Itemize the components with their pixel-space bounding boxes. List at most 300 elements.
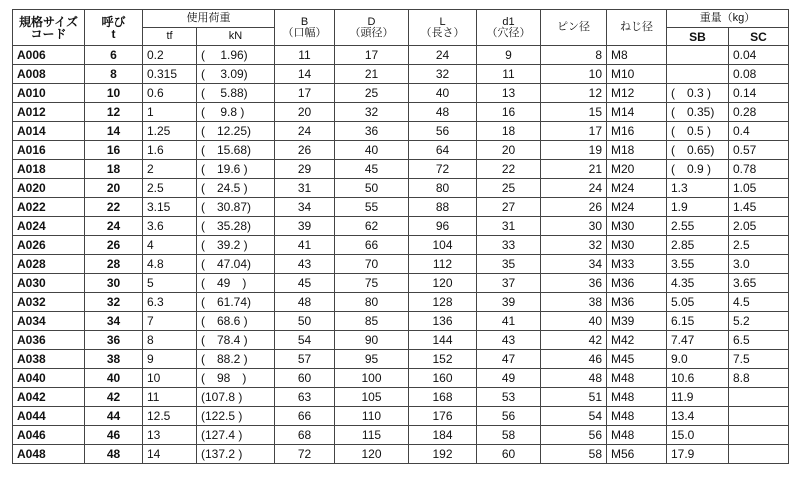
row-d1: 31 <box>477 217 541 236</box>
row-d1: 58 <box>477 426 541 445</box>
row-load-kn: ( 61.74) <box>197 293 275 312</box>
row-load-kn: ( 30.87) <box>197 198 275 217</box>
row-load-tf: 13 <box>143 426 197 445</box>
row-l: 96 <box>409 217 477 236</box>
row-pin: 36 <box>541 274 607 293</box>
table-row <box>13 160 789 179</box>
row-d: 36 <box>335 122 409 141</box>
table-row <box>13 255 789 274</box>
row-screw: M10 <box>607 65 667 84</box>
row-load-kn: ( 98 ) <box>197 369 275 388</box>
row-pin: 8 <box>541 46 607 65</box>
row-d1: 25 <box>477 179 541 198</box>
row-d1: 27 <box>477 198 541 217</box>
row-b: 48 <box>275 293 335 312</box>
row-pin: 54 <box>541 407 607 426</box>
row-b: 34 <box>275 198 335 217</box>
row-l: 72 <box>409 160 477 179</box>
row-l: 64 <box>409 141 477 160</box>
row-d1: 20 <box>477 141 541 160</box>
row-load-kn: ( 5.88) <box>197 84 275 103</box>
row-weight-sc: 8.8 <box>729 369 789 388</box>
row-load-kn: ( 47.04) <box>197 255 275 274</box>
row-weight-sc: 5.2 <box>729 312 789 331</box>
row-screw: M36 <box>607 293 667 312</box>
row-b: 68 <box>275 426 335 445</box>
row-nominal: 8 <box>85 65 143 84</box>
row-d1: 47 <box>477 350 541 369</box>
row-load-tf: 2 <box>143 160 197 179</box>
table-row <box>13 331 789 350</box>
row-weight-sc: 3.0 <box>729 255 789 274</box>
header-weight: 重量（kg） <box>667 10 789 28</box>
row-screw: M56 <box>607 445 667 464</box>
row-code: A024 <box>13 217 85 236</box>
row-b: 39 <box>275 217 335 236</box>
row-weight-sb: 2.55 <box>667 217 729 236</box>
row-l: 112 <box>409 255 477 274</box>
row-load-kn: (122.5 ) <box>197 407 275 426</box>
row-load-tf: 3.15 <box>143 198 197 217</box>
row-code: A030 <box>13 274 85 293</box>
row-l: 152 <box>409 350 477 369</box>
row-d: 90 <box>335 331 409 350</box>
row-load-tf: 1.25 <box>143 122 197 141</box>
row-nominal: 36 <box>85 331 143 350</box>
row-nominal: 20 <box>85 179 143 198</box>
row-l: 144 <box>409 331 477 350</box>
row-weight-sc: 6.5 <box>729 331 789 350</box>
row-screw: M18 <box>607 141 667 160</box>
table-row <box>13 198 789 217</box>
row-pin: 48 <box>541 369 607 388</box>
row-code: A006 <box>13 46 85 65</box>
row-b: 26 <box>275 141 335 160</box>
row-load-tf: 11 <box>143 388 197 407</box>
row-d: 66 <box>335 236 409 255</box>
row-weight-sb: 6.15 <box>667 312 729 331</box>
row-screw: M16 <box>607 122 667 141</box>
row-weight-sb: ( 0.65) <box>667 141 729 160</box>
row-d: 115 <box>335 426 409 445</box>
row-load-tf: 9 <box>143 350 197 369</box>
row-screw: M48 <box>607 388 667 407</box>
row-nominal: 16 <box>85 141 143 160</box>
row-weight-sc <box>729 388 789 407</box>
row-pin: 34 <box>541 255 607 274</box>
row-b: 63 <box>275 388 335 407</box>
row-nominal: 26 <box>85 236 143 255</box>
table-row <box>13 274 789 293</box>
row-b: 41 <box>275 236 335 255</box>
row-screw: M20 <box>607 160 667 179</box>
table-row <box>13 407 789 426</box>
header-weight-sb: SB <box>667 28 729 46</box>
row-d: 40 <box>335 141 409 160</box>
row-d: 80 <box>335 293 409 312</box>
table-row <box>13 217 789 236</box>
table-row <box>13 369 789 388</box>
row-b: 24 <box>275 122 335 141</box>
row-l: 56 <box>409 122 477 141</box>
row-screw: M14 <box>607 103 667 122</box>
table-row <box>13 65 789 84</box>
row-d: 70 <box>335 255 409 274</box>
row-l: 176 <box>409 407 477 426</box>
row-pin: 46 <box>541 350 607 369</box>
row-load-kn: ( 1.96) <box>197 46 275 65</box>
row-load-tf: 0.315 <box>143 65 197 84</box>
row-weight-sc: 0.28 <box>729 103 789 122</box>
row-b: 57 <box>275 350 335 369</box>
row-d: 45 <box>335 160 409 179</box>
row-weight-sb: 17.9 <box>667 445 729 464</box>
row-load-tf: 0.6 <box>143 84 197 103</box>
header-l: L （長さ） <box>409 10 477 46</box>
row-load-kn: (107.8 ) <box>197 388 275 407</box>
row-weight-sc <box>729 426 789 445</box>
row-d: 55 <box>335 198 409 217</box>
row-weight-sc <box>729 407 789 426</box>
row-nominal: 10 <box>85 84 143 103</box>
row-load-tf: 8 <box>143 331 197 350</box>
row-d1: 22 <box>477 160 541 179</box>
row-weight-sc: 0.78 <box>729 160 789 179</box>
row-code: A042 <box>13 388 85 407</box>
row-d: 120 <box>335 445 409 464</box>
row-pin: 17 <box>541 122 607 141</box>
row-weight-sb: 15.0 <box>667 426 729 445</box>
row-l: 32 <box>409 65 477 84</box>
row-d: 62 <box>335 217 409 236</box>
row-load-tf: 2.5 <box>143 179 197 198</box>
row-screw: M45 <box>607 350 667 369</box>
row-load-kn: (137.2 ) <box>197 445 275 464</box>
row-weight-sb: 10.6 <box>667 369 729 388</box>
row-load-kn: ( 78.4 ) <box>197 331 275 350</box>
row-screw: M42 <box>607 331 667 350</box>
row-load-kn: ( 15.68) <box>197 141 275 160</box>
row-nominal: 12 <box>85 103 143 122</box>
row-load-tf: 12.5 <box>143 407 197 426</box>
row-weight-sc: 1.45 <box>729 198 789 217</box>
row-code: A044 <box>13 407 85 426</box>
table-row <box>13 46 789 65</box>
row-weight-sc: 3.65 <box>729 274 789 293</box>
row-d: 110 <box>335 407 409 426</box>
row-b: 72 <box>275 445 335 464</box>
row-screw: M8 <box>607 46 667 65</box>
row-code: A036 <box>13 331 85 350</box>
row-d: 17 <box>335 46 409 65</box>
row-weight-sb: 3.55 <box>667 255 729 274</box>
row-d: 85 <box>335 312 409 331</box>
table-row <box>13 236 789 255</box>
row-weight-sc: 4.5 <box>729 293 789 312</box>
row-b: 45 <box>275 274 335 293</box>
row-l: 184 <box>409 426 477 445</box>
row-pin: 24 <box>541 179 607 198</box>
row-screw: M24 <box>607 179 667 198</box>
row-screw: M48 <box>607 407 667 426</box>
row-pin: 15 <box>541 103 607 122</box>
row-nominal: 48 <box>85 445 143 464</box>
row-d1: 11 <box>477 65 541 84</box>
row-load-kn: ( 39.2 ) <box>197 236 275 255</box>
row-code: A016 <box>13 141 85 160</box>
row-screw: M36 <box>607 274 667 293</box>
row-l: 24 <box>409 46 477 65</box>
row-weight-sb: ( 0.5 ) <box>667 122 729 141</box>
row-d1: 33 <box>477 236 541 255</box>
row-nominal: 18 <box>85 160 143 179</box>
row-code: A046 <box>13 426 85 445</box>
row-d1: 53 <box>477 388 541 407</box>
row-d1: 56 <box>477 407 541 426</box>
row-screw: M48 <box>607 369 667 388</box>
row-nominal: 40 <box>85 369 143 388</box>
row-pin: 40 <box>541 312 607 331</box>
row-d1: 60 <box>477 445 541 464</box>
row-weight-sb: ( 0.35) <box>667 103 729 122</box>
row-weight-sc: 2.5 <box>729 236 789 255</box>
header-d1: d1 （穴径） <box>477 10 541 46</box>
table-row <box>13 426 789 445</box>
row-load-kn: ( 24.5 ) <box>197 179 275 198</box>
row-weight-sb: ( 0.9 ) <box>667 160 729 179</box>
row-pin: 30 <box>541 217 607 236</box>
row-code: A010 <box>13 84 85 103</box>
row-nominal: 46 <box>85 426 143 445</box>
row-weight-sb: 9.0 <box>667 350 729 369</box>
row-d: 75 <box>335 274 409 293</box>
row-nominal: 44 <box>85 407 143 426</box>
row-nominal: 30 <box>85 274 143 293</box>
row-code: A014 <box>13 122 85 141</box>
spec-table <box>12 9 789 464</box>
header-nominal: 呼び t <box>85 10 143 46</box>
row-weight-sb: ( 0.3 ) <box>667 84 729 103</box>
row-b: 66 <box>275 407 335 426</box>
row-code: A038 <box>13 350 85 369</box>
row-load-kn: ( 3.09) <box>197 65 275 84</box>
table-row <box>13 84 789 103</box>
header-b: B （口幅） <box>275 10 335 46</box>
row-nominal: 28 <box>85 255 143 274</box>
row-load-tf: 4.8 <box>143 255 197 274</box>
row-screw: M33 <box>607 255 667 274</box>
row-b: 31 <box>275 179 335 198</box>
row-code: A026 <box>13 236 85 255</box>
row-load-kn: ( 49 ) <box>197 274 275 293</box>
row-load-kn: (127.4 ) <box>197 426 275 445</box>
row-d1: 39 <box>477 293 541 312</box>
row-d: 100 <box>335 369 409 388</box>
row-load-kn: ( 88.2 ) <box>197 350 275 369</box>
table-row <box>13 103 789 122</box>
header-pin: ピン径 <box>541 10 607 46</box>
header-weight-sc: SC <box>729 28 789 46</box>
row-screw: M12 <box>607 84 667 103</box>
row-load-kn: ( 19.6 ) <box>197 160 275 179</box>
row-b: 43 <box>275 255 335 274</box>
row-b: 50 <box>275 312 335 331</box>
row-load-tf: 0.2 <box>143 46 197 65</box>
row-l: 192 <box>409 445 477 464</box>
row-pin: 38 <box>541 293 607 312</box>
header-screw: ねじ径 <box>607 10 667 46</box>
row-l: 104 <box>409 236 477 255</box>
row-weight-sc: 0.14 <box>729 84 789 103</box>
table-row <box>13 179 789 198</box>
header-d: D （頭径） <box>335 10 409 46</box>
row-load-kn: ( 9.8 ) <box>197 103 275 122</box>
row-b: 11 <box>275 46 335 65</box>
row-weight-sc: 0.57 <box>729 141 789 160</box>
row-screw: M30 <box>607 217 667 236</box>
table-row <box>13 122 789 141</box>
row-weight-sb: 2.85 <box>667 236 729 255</box>
row-d1: 9 <box>477 46 541 65</box>
row-pin: 19 <box>541 141 607 160</box>
row-code: A008 <box>13 65 85 84</box>
row-weight-sb: 4.35 <box>667 274 729 293</box>
row-load-tf: 5 <box>143 274 197 293</box>
row-nominal: 14 <box>85 122 143 141</box>
row-d: 21 <box>335 65 409 84</box>
row-pin: 26 <box>541 198 607 217</box>
row-b: 54 <box>275 331 335 350</box>
row-nominal: 24 <box>85 217 143 236</box>
row-code: A022 <box>13 198 85 217</box>
table-row <box>13 445 789 464</box>
row-weight-sc: 1.05 <box>729 179 789 198</box>
row-code: A020 <box>13 179 85 198</box>
row-b: 60 <box>275 369 335 388</box>
row-d1: 35 <box>477 255 541 274</box>
row-load-kn: ( 68.6 ) <box>197 312 275 331</box>
row-weight-sc: 0.04 <box>729 46 789 65</box>
row-l: 80 <box>409 179 477 198</box>
row-nominal: 42 <box>85 388 143 407</box>
row-nominal: 34 <box>85 312 143 331</box>
row-pin: 12 <box>541 84 607 103</box>
row-pin: 58 <box>541 445 607 464</box>
row-code: A012 <box>13 103 85 122</box>
row-b: 14 <box>275 65 335 84</box>
row-d: 32 <box>335 103 409 122</box>
header-load: 使用荷重 <box>143 10 275 28</box>
row-screw: M24 <box>607 198 667 217</box>
row-b: 20 <box>275 103 335 122</box>
row-b: 17 <box>275 84 335 103</box>
row-pin: 42 <box>541 331 607 350</box>
row-load-kn: ( 35.28) <box>197 217 275 236</box>
row-nominal: 6 <box>85 46 143 65</box>
row-l: 40 <box>409 84 477 103</box>
row-b: 29 <box>275 160 335 179</box>
row-code: A048 <box>13 445 85 464</box>
spec-table-body <box>13 46 789 464</box>
row-weight-sb: 5.05 <box>667 293 729 312</box>
row-weight-sb: 1.3 <box>667 179 729 198</box>
row-weight-sc: 7.5 <box>729 350 789 369</box>
row-d1: 43 <box>477 331 541 350</box>
row-d1: 18 <box>477 122 541 141</box>
row-nominal: 38 <box>85 350 143 369</box>
row-pin: 32 <box>541 236 607 255</box>
row-d1: 49 <box>477 369 541 388</box>
row-d1: 16 <box>477 103 541 122</box>
row-pin: 56 <box>541 426 607 445</box>
row-nominal: 32 <box>85 293 143 312</box>
row-load-tf: 3.6 <box>143 217 197 236</box>
table-row <box>13 312 789 331</box>
row-d: 95 <box>335 350 409 369</box>
row-pin: 10 <box>541 65 607 84</box>
row-screw: M39 <box>607 312 667 331</box>
row-code: A040 <box>13 369 85 388</box>
row-weight-sc: 0.08 <box>729 65 789 84</box>
table-row <box>13 293 789 312</box>
row-l: 128 <box>409 293 477 312</box>
row-code: A032 <box>13 293 85 312</box>
row-load-tf: 1.6 <box>143 141 197 160</box>
row-screw: M48 <box>607 426 667 445</box>
header-code: 規格サイズ コード <box>13 10 85 46</box>
row-l: 120 <box>409 274 477 293</box>
row-weight-sb <box>667 65 729 84</box>
row-load-kn: ( 12.25) <box>197 122 275 141</box>
row-pin: 51 <box>541 388 607 407</box>
row-weight-sb: 1.9 <box>667 198 729 217</box>
row-weight-sb: 11.9 <box>667 388 729 407</box>
row-code: A018 <box>13 160 85 179</box>
row-load-tf: 14 <box>143 445 197 464</box>
row-weight-sb: 13.4 <box>667 407 729 426</box>
table-row <box>13 388 789 407</box>
row-weight-sc: 2.05 <box>729 217 789 236</box>
table-row <box>13 141 789 160</box>
row-weight-sb <box>667 46 729 65</box>
row-d1: 41 <box>477 312 541 331</box>
row-weight-sb: 7.47 <box>667 331 729 350</box>
header-load-kn: kN <box>197 28 275 46</box>
row-code: A034 <box>13 312 85 331</box>
row-l: 136 <box>409 312 477 331</box>
header-load-tf: tf <box>143 28 197 46</box>
row-l: 160 <box>409 369 477 388</box>
row-weight-sc <box>729 445 789 464</box>
row-load-tf: 10 <box>143 369 197 388</box>
table-row <box>13 350 789 369</box>
row-weight-sc: 0.4 <box>729 122 789 141</box>
row-l: 48 <box>409 103 477 122</box>
row-d: 105 <box>335 388 409 407</box>
row-l: 168 <box>409 388 477 407</box>
row-screw: M30 <box>607 236 667 255</box>
row-d: 25 <box>335 84 409 103</box>
row-load-tf: 6.3 <box>143 293 197 312</box>
row-pin: 21 <box>541 160 607 179</box>
row-load-tf: 1 <box>143 103 197 122</box>
row-l: 88 <box>409 198 477 217</box>
row-d1: 13 <box>477 84 541 103</box>
row-nominal: 22 <box>85 198 143 217</box>
row-d1: 37 <box>477 274 541 293</box>
row-code: A028 <box>13 255 85 274</box>
row-load-tf: 7 <box>143 312 197 331</box>
